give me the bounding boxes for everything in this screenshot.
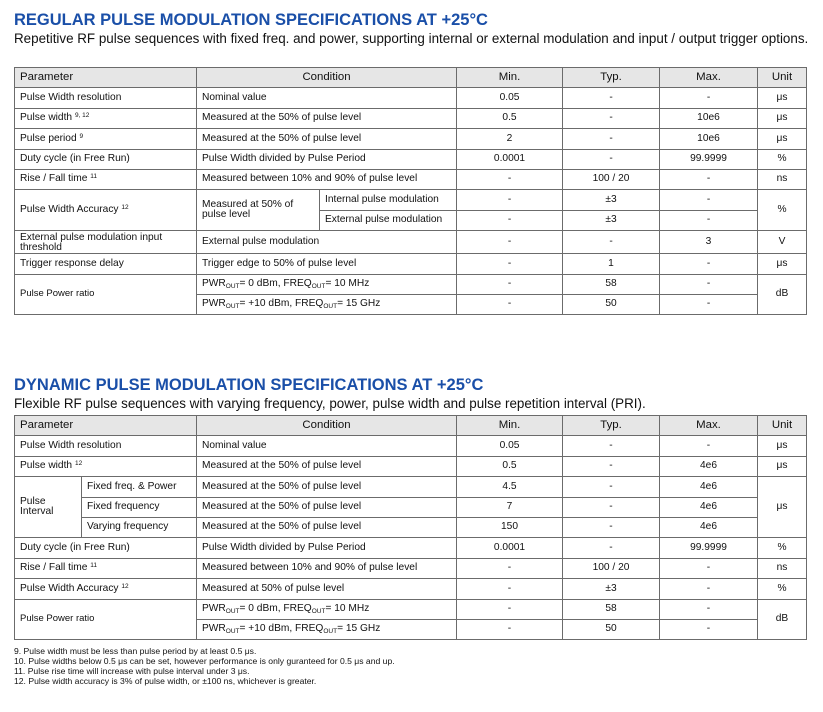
condition-cell: Measured between 10% and 90% of pulse level	[197, 558, 457, 578]
typ-cell: ±3	[563, 579, 660, 599]
out-subscript: OUT	[225, 628, 240, 636]
max-cell: -	[660, 88, 758, 108]
pwr-label: PWR	[202, 277, 226, 289]
typ-cell: ±3	[563, 210, 660, 230]
typ-cell: -	[563, 477, 660, 497]
max-cell: -	[660, 619, 758, 639]
condition-cell	[197, 599, 457, 619]
condition-cell: Nominal value	[197, 436, 457, 456]
max-cell: -	[660, 190, 758, 210]
max-cell: -	[660, 436, 758, 456]
min-cell: -	[457, 190, 563, 210]
subparam-cell: Fixed frequency	[82, 497, 197, 517]
min-cell: 150	[457, 517, 563, 537]
max-cell: 4e6	[660, 497, 758, 517]
condition-cell: Measured at the 50% of pulse level	[197, 477, 457, 497]
unit-cell: V	[758, 231, 807, 254]
out-subscript: OUT	[311, 607, 326, 615]
param-cell: Pulse Power ratio	[15, 274, 197, 315]
min-cell: 4.5	[457, 477, 563, 497]
typ-cell: -	[563, 538, 660, 558]
param-cell	[15, 456, 197, 476]
pwr-label: PWR	[202, 602, 226, 614]
typ-cell: 50	[563, 619, 660, 639]
table-row	[15, 274, 807, 294]
footnote-ref: 12	[121, 203, 129, 211]
min-cell: 0.0001	[457, 538, 563, 558]
freq-value: = 15 GHz	[337, 623, 381, 635]
unit-cell: dB	[758, 599, 807, 640]
min-cell: -	[457, 231, 563, 254]
table-row	[15, 599, 807, 619]
typ-cell: -	[563, 517, 660, 537]
regular-spec-table	[14, 67, 807, 315]
max-cell: -	[660, 579, 758, 599]
min-cell: 2	[457, 129, 563, 149]
condition-cell: Measured between 10% and 90% of pulse level	[197, 169, 457, 189]
condition-cell: Pulse Width divided by Pulse Period	[197, 538, 457, 558]
table-row	[15, 88, 807, 108]
footnote-ref: 11	[90, 173, 97, 181]
footnote-item: 10. Pulse widths below 0.5 μs can be set, however performance is only guranteed for 0.5 μs and up.	[14, 656, 395, 666]
param-label: Pulse period	[20, 132, 77, 144]
unit-cell: %	[758, 149, 807, 169]
param-cell: Duty cycle (in Free Run)	[15, 149, 197, 169]
header-typ: Typ.	[563, 68, 660, 88]
min-cell: 7	[457, 497, 563, 517]
header-max: Max.	[660, 416, 758, 436]
max-cell: 4e6	[660, 517, 758, 537]
regular-section-title: REGULAR PULSE MODULATION SPECIFICATIONS AT +25°C	[14, 11, 488, 29]
header-condition: Condition	[197, 68, 457, 88]
header-unit: Unit	[758, 68, 807, 88]
dynamic-section-subtitle: Flexible RF pulse sequences with varying frequency, power, pulse width and pulse repetition interval (PRI).	[14, 396, 646, 411]
pwr-label: PWR	[202, 623, 226, 635]
max-cell: -	[660, 599, 758, 619]
unit-cell: μs	[758, 436, 807, 456]
typ-cell: 50	[563, 294, 660, 314]
table-row	[15, 254, 807, 274]
typ-cell: -	[563, 436, 660, 456]
pwr-value: = 0 dBm, FREQ	[239, 602, 312, 614]
footnote-item: 12. Pulse width accuracy is 3% of pulse width, or ±100 ns, whichever is greater.	[14, 676, 317, 686]
out-subscript: OUT	[323, 628, 338, 636]
header-parameter: Parameter	[15, 416, 197, 436]
condition-cell: Measured at the 50% of pulse level	[197, 497, 457, 517]
table-row	[15, 558, 807, 578]
footnote-ref: 12	[74, 460, 83, 468]
param-cell: Duty cycle (in Free Run)	[15, 538, 197, 558]
param-cell	[15, 579, 197, 599]
pwr-label: PWR	[202, 298, 226, 310]
max-cell: 4e6	[660, 477, 758, 497]
param-label: Pulse Width Accuracy	[20, 582, 119, 594]
out-subscript: OUT	[311, 282, 326, 290]
unit-cell: dB	[758, 274, 807, 315]
unit-cell: ns	[758, 169, 807, 189]
pwr-value: = +10 dBm, FREQ	[239, 298, 324, 310]
pwr-value: = 0 dBm, FREQ	[239, 277, 312, 289]
typ-cell: -	[563, 88, 660, 108]
subcondition-cell: Internal pulse modulation	[320, 190, 457, 210]
max-cell: -	[660, 294, 758, 314]
param-cell: Pulse Width resolution	[15, 88, 197, 108]
condition-cell: Measured at the 50% of pulse level	[197, 517, 457, 537]
table-row	[15, 579, 807, 599]
footnote-ref: 9, 12	[74, 112, 90, 120]
unit-cell: %	[758, 538, 807, 558]
table-row	[15, 108, 807, 128]
param-cell	[15, 108, 197, 128]
condition-cell: Measured at the 50% of pulse level	[197, 129, 457, 149]
table-header-row	[15, 68, 807, 88]
typ-cell: 100 / 20	[563, 169, 660, 189]
table-row	[15, 456, 807, 476]
condition-cell	[197, 619, 457, 639]
freq-value: = 15 GHz	[337, 298, 381, 310]
max-cell: 10e6	[660, 129, 758, 149]
max-cell: 10e6	[660, 108, 758, 128]
max-cell: -	[660, 254, 758, 274]
param-cell	[15, 558, 197, 578]
table-row	[15, 517, 807, 537]
max-cell: -	[660, 210, 758, 230]
param-cell: Pulse Interval	[15, 477, 82, 538]
max-cell: -	[660, 274, 758, 294]
table-row	[15, 436, 807, 456]
min-cell: 0.0001	[457, 149, 563, 169]
typ-cell: 58	[563, 274, 660, 294]
param-cell: Pulse Power ratio	[15, 599, 197, 640]
max-cell: 99.9999	[660, 538, 758, 558]
max-cell: 3	[660, 231, 758, 254]
typ-cell: 1	[563, 254, 660, 274]
unit-cell: μs	[758, 88, 807, 108]
unit-cell: %	[758, 190, 807, 231]
typ-cell: -	[563, 149, 660, 169]
header-parameter: Parameter	[15, 68, 197, 88]
min-cell: 0.05	[457, 436, 563, 456]
param-cell: Trigger response delay	[15, 254, 197, 274]
table-row	[15, 538, 807, 558]
min-cell: -	[457, 169, 563, 189]
header-condition: Condition	[197, 416, 457, 436]
footnote-ref: 12	[121, 582, 129, 590]
pwr-value: = +10 dBm, FREQ	[239, 623, 324, 635]
unit-cell: μs	[758, 254, 807, 274]
footnotes	[14, 646, 395, 686]
subcondition-cell: External pulse modulation	[320, 210, 457, 230]
unit-cell: ns	[758, 558, 807, 578]
header-min: Min.	[457, 416, 563, 436]
table-row	[15, 169, 807, 189]
table-row	[15, 190, 807, 210]
condition-cell	[197, 294, 457, 314]
typ-cell: -	[563, 231, 660, 254]
min-cell: -	[457, 619, 563, 639]
param-cell: Pulse Width resolution	[15, 436, 197, 456]
typ-cell: -	[563, 497, 660, 517]
out-subscript: OUT	[323, 303, 338, 311]
out-subscript: OUT	[225, 303, 240, 311]
unit-cell: μs	[758, 129, 807, 149]
table-row	[15, 497, 807, 517]
table-row	[15, 129, 807, 149]
typ-cell: -	[563, 456, 660, 476]
param-label: Pulse Width Accuracy	[20, 203, 119, 215]
condition-cell: Trigger edge to 50% of pulse level	[197, 254, 457, 274]
condition-cell	[197, 274, 457, 294]
footnote-ref: 9	[79, 132, 84, 140]
condition-cell: Measured at the 50% of pulse level	[197, 108, 457, 128]
unit-cell: μs	[758, 108, 807, 128]
typ-cell: 58	[563, 599, 660, 619]
dynamic-section-title: DYNAMIC PULSE MODULATION SPECIFICATIONS AT +25°C	[14, 376, 484, 394]
max-cell: -	[660, 169, 758, 189]
dynamic-spec-table	[14, 415, 807, 640]
header-unit: Unit	[758, 416, 807, 436]
condition-cell: Measured at 50% of pulse level	[197, 579, 457, 599]
param-label: Rise / Fall time	[20, 562, 88, 574]
unit-cell: μs	[758, 477, 807, 538]
condition-cell: Nominal value	[197, 88, 457, 108]
header-min: Min.	[457, 68, 563, 88]
subparam-cell: Fixed freq. & Power	[82, 477, 197, 497]
max-cell: -	[660, 558, 758, 578]
footnote-item: 11. Pulse rise time will increase with pulse interval under 3 μs.	[14, 666, 250, 676]
min-cell: 0.5	[457, 108, 563, 128]
param-label: Pulse width	[20, 460, 73, 472]
param-cell	[15, 129, 197, 149]
param-label: Rise / Fall time	[20, 173, 88, 185]
header-max: Max.	[660, 68, 758, 88]
max-cell: 4e6	[660, 456, 758, 476]
header-typ: Typ.	[563, 416, 660, 436]
condition-cell: Pulse Width divided by Pulse Period	[197, 149, 457, 169]
footnote-ref: 11	[90, 562, 97, 570]
unit-cell: μs	[758, 456, 807, 476]
table-header-row	[15, 416, 807, 436]
unit-cell: %	[758, 579, 807, 599]
min-cell: 0.5	[457, 456, 563, 476]
subparam-cell: Varying frequency	[82, 517, 197, 537]
param-cell	[15, 190, 197, 231]
min-cell: -	[457, 274, 563, 294]
min-cell: -	[457, 210, 563, 230]
condition-cell: Measured at 50% of pulse level	[197, 190, 320, 231]
freq-value: = 10 MHz	[325, 277, 370, 289]
param-cell: External pulse modulation input threshold	[15, 231, 197, 254]
typ-cell: ±3	[563, 190, 660, 210]
max-cell: 99.9999	[660, 149, 758, 169]
footnote-item: 9. Pulse width must be less than pulse period by at least 0.5 μs.	[14, 646, 257, 656]
table-row	[15, 149, 807, 169]
min-cell: -	[457, 558, 563, 578]
typ-cell: -	[563, 108, 660, 128]
typ-cell: -	[563, 129, 660, 149]
min-cell: 0.05	[457, 88, 563, 108]
out-subscript: OUT	[225, 607, 240, 615]
min-cell: -	[457, 579, 563, 599]
condition-cell: External pulse modulation	[197, 231, 457, 254]
freq-value: = 10 MHz	[325, 602, 370, 614]
out-subscript: OUT	[225, 282, 240, 290]
param-label: Pulse width	[20, 112, 73, 124]
min-cell: -	[457, 599, 563, 619]
param-cell	[15, 169, 197, 189]
typ-cell: 100 / 20	[563, 558, 660, 578]
condition-cell: Measured at the 50% of pulse level	[197, 456, 457, 476]
table-row	[15, 231, 807, 254]
min-cell: -	[457, 294, 563, 314]
regular-section-subtitle: Repetitive RF pulse sequences with fixed freq. and power, supporting internal or external modulation and input / output trigger options.	[14, 31, 809, 46]
table-row	[15, 477, 807, 497]
min-cell: -	[457, 254, 563, 274]
